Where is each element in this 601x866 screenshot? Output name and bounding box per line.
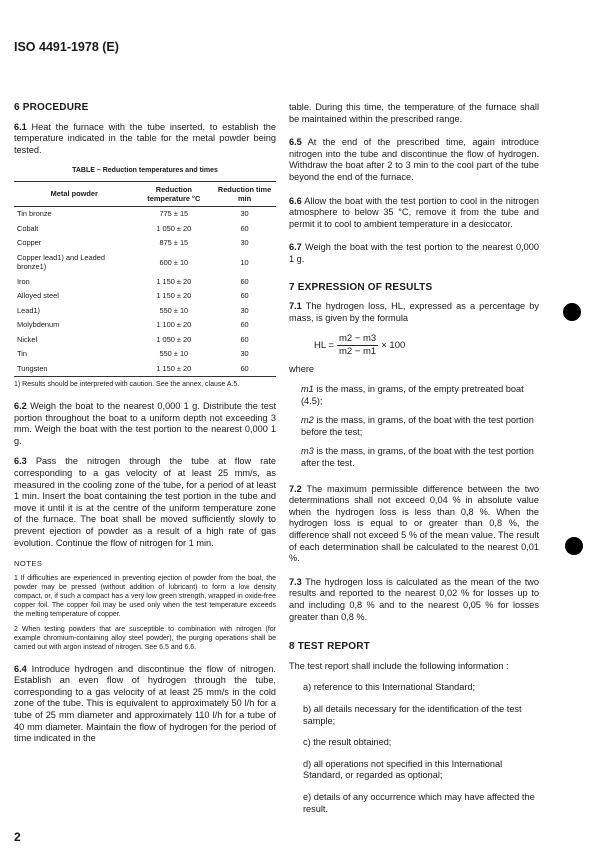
clause-text: The hydrogen loss, HL, expressed as a percentage by mass, is given by the formula [289,301,539,323]
definition-text: is the mass, in grams, of the boat with the test portion before the test; [301,415,534,437]
clause-number: 6.6 [289,195,302,206]
definition-m1 [301,384,539,407]
cell-temp: 875 ± 15 [159,238,189,248]
clause-text: Weigh the boat to the nearest 0,000 1 g. Distribute the test portion throughout the boat to a uniform depth not exceeding 3 mm. Weigh the boat with the test portion to the nearest 0,000 1 g. [14,400,276,446]
cell-metal: Nickel [17,334,38,344]
note-1: 1 If difficulties are experienced in preventing ejection of powder from the boat, the powder may be pressed (without addition of lubricant) to form a low density compact, or, if such a compact has a very low green strength, wrapped in oxide-free copper foil. The copper foil may be used only when the test temperature exceeds the melting temperature of copper. [14,574,276,618]
table-header-time: Reduction time min [213,181,276,206]
cell-time: 30 [240,238,249,248]
section-8-title: 8 TEST REPORT [289,641,370,653]
cell-time: 10 [240,257,249,267]
table-row [14,274,276,289]
clause-text: Weigh the boat with the test portion to the nearest 0,000 1 g. [289,242,539,264]
table-row [14,206,276,221]
clause-6-4 [14,664,276,745]
cell-metal: Molybdenum [17,320,60,330]
cell-temp: 550 ± 10 [159,305,189,315]
cell-time: 60 [240,276,249,286]
cell-temp: 550 ± 10 [159,349,189,359]
table-row [14,289,276,304]
formula-numerator: m2 − m3 [338,333,377,345]
cell-temp: 1 050 ± 20 [156,334,192,344]
symbol: m2 [301,415,314,426]
table-row [14,303,276,318]
clause-number: 7.3 [289,576,302,587]
definition-text: is the mass, in grams, of the boat with the test portion after the test. [301,446,534,469]
clause-number: 6.5 [289,137,302,148]
clause-number: 6.4 [14,663,27,674]
clause-6-2 [14,401,276,447]
cell-temp: 1 100 ± 20 [156,320,192,330]
table-row [14,236,276,251]
cell-metal: Copper lead1) and Leaded bronze1) [17,253,105,272]
cell-time: 30 [240,349,249,359]
where-label: where [289,363,315,374]
punch-hole-mark [565,537,583,555]
cell-metal: Copper [17,238,42,248]
list-item: c) the result obtained; [303,737,392,748]
list-item: a) reference to this International Standard; [303,682,476,693]
list-item: b) all details necessary for the identification of the test sample; [303,703,522,726]
note-2: 2 When testing powders that are susceptible to combination with nitrogen (for example chromium-containing alloy steel powder), the purging operations shall be carried out with argon instead of nitrogen. See 6.5 and 6.6. [14,625,276,651]
list-item: e) details of any occurrence which may have affected the result. [303,791,535,814]
clause-6-4-continued: table. During this time, the temperature of the furnace shall be maintained within the prescribed range. [289,102,539,124]
clause-7-2 [289,484,539,565]
clause-6-7 [289,242,539,265]
clause-number: 6.2 [14,400,27,411]
cell-temp: 1 150 ± 20 [156,276,192,286]
table-row [14,221,276,236]
punch-hole-mark [563,303,581,321]
definition-m2 [301,415,539,438]
right-column [289,102,539,825]
symbol: m3 [301,446,314,457]
clause-text: The hydrogen loss is calculated as the mean of the two results and reported to the nearest 0,02 % for losses up to and including 0,8 % and to the nearest 0,05 % for losses greater than 0,8 %. [289,576,540,622]
clause-text: Pass the nitrogen through the tube at flow rate corresponding to a gas velocity of at least 25 mm/s, as measured in the cooling zone of the tube, for a period of at least 1 min. Insert the boat containing the test portion in the tube and move it until it is at the centre of the uniform temperature zone of the furnace. The boat shall be moved sufficiently slowly to prevent ejection of powder as a result of a high rate of gas evolution. Continue the flow of nitrogen for 1 min. [14,456,276,548]
formula-lhs: HL = [314,339,334,351]
cell-temp: 775 ± 15 [159,209,189,219]
definition-m3 [301,446,539,469]
page-number: 2 [14,830,21,844]
clause-7-1 [289,301,539,324]
clause-text: Allow the boat with the test portion to cool in the nitrogen atmosphere to below 35 °C, remove it from the tube and permit it to cool to ambient temperature in a desiccator. [289,195,539,229]
list-item: d) all operations not specified in this International Standard, or regarded as optional; [303,758,503,781]
cell-time: 60 [240,291,249,301]
notes-title: NOTES [14,559,43,569]
clause-text: Heat the furnace with the tube inserted, to establish the temperature indicated in the table for the metal powder being tested. [14,121,276,155]
clause-text: The maximum permissible difference between the two determinations shall not exceed 0,04 % in absolute value when the hydrogen loss is less than 0,8 %. When the hydrogen loss is equal to or greater than 0,8 %, the difference shall not exceed 5 % of the mean value. The result of each determination shall be calculated to the nearest 0,01 %. [289,483,539,564]
cell-metal: Alloyed steel [17,291,59,301]
section-7-title: 7 EXPRESSION OF RESULTS [289,281,433,293]
cell-metal: Iron [17,276,30,286]
cell-metal: Lead1) [17,305,41,315]
table-row [14,332,276,347]
cell-time: 30 [240,209,249,219]
reduction-table [14,181,276,377]
cell-temp: 600 ± 10 [159,257,189,267]
cell-metal: Tin [17,349,27,359]
table-row [14,250,276,274]
cell-temp: 1 050 ± 20 [156,223,192,233]
formula-denominator: m2 − m1 [338,345,377,357]
hydrogen-loss-formula [314,333,539,357]
table-row [14,361,276,376]
clause-6-3 [14,456,276,549]
clause-number: 6.7 [289,242,302,253]
clause-number: 6.3 [14,456,27,467]
formula-multiplier: × 100 [381,339,406,351]
symbol: m1 [301,384,314,395]
cell-metal: Tin bronze [17,209,52,219]
cell-time: 60 [240,334,249,344]
cell-time: 30 [240,305,249,315]
cell-time: 60 [213,361,276,376]
clause-6-6 [289,196,539,231]
report-intro: The test report shall include the following information : [289,660,509,671]
clause-text: Introduce hydrogen and discontinue the flow of nitrogen. Establish an even flow of hydrogen through the tube, corresponding to a gas velocity of at least 25 mm/s in the cold zone of the tube. This is equivalent to approximately 50 l/h for a tube of 25 mm diameter and approximately 110 l/h for a tube of 40 mm diameter. Maintain the flow of hydrogen for the period of time indicated in the [14,663,276,744]
table-row [14,318,276,333]
cell-temp: 1 150 ± 20 [156,291,192,301]
table-header-temp: Reduction temperature °C [135,181,214,206]
cell-temp: 1 150 ± 20 [135,361,214,376]
cell-time: 60 [240,320,249,330]
cell-time: 60 [240,223,249,233]
table-footnote: 1) Results should be interpreted with caution. See the annex, clause A.5. [14,380,240,388]
clause-6-1 [14,122,276,157]
clause-number: 7.1 [289,301,302,312]
table-caption: TABLE – Reduction temperatures and times [72,167,218,175]
table-header-metal: Metal powder [14,181,135,206]
section-6-title: 6 PROCEDURE [14,102,89,113]
cell-metal: Cobalt [17,223,39,233]
left-column [14,102,276,754]
formula-fraction [337,333,378,357]
clause-number: 7.2 [289,483,302,494]
clause-6-5 [289,137,539,183]
table-row [14,347,276,362]
clause-text: At the end of the prescribed time, again introduce nitrogen into the tube and discontinue the flow of hydrogen. Withdraw the boat after 2 to 3 min to the cool part of the tube beyond the end of the furnace. [289,137,539,182]
clause-number: 6.1 [14,121,27,132]
definition-text: is the mass, in grams, of the empty pretreated boat (4.5); [301,384,524,406]
document-header: ISO 4491-1978 (E) [14,40,119,54]
clause-7-3 [289,577,539,623]
cell-metal: Tungsten [14,361,135,376]
